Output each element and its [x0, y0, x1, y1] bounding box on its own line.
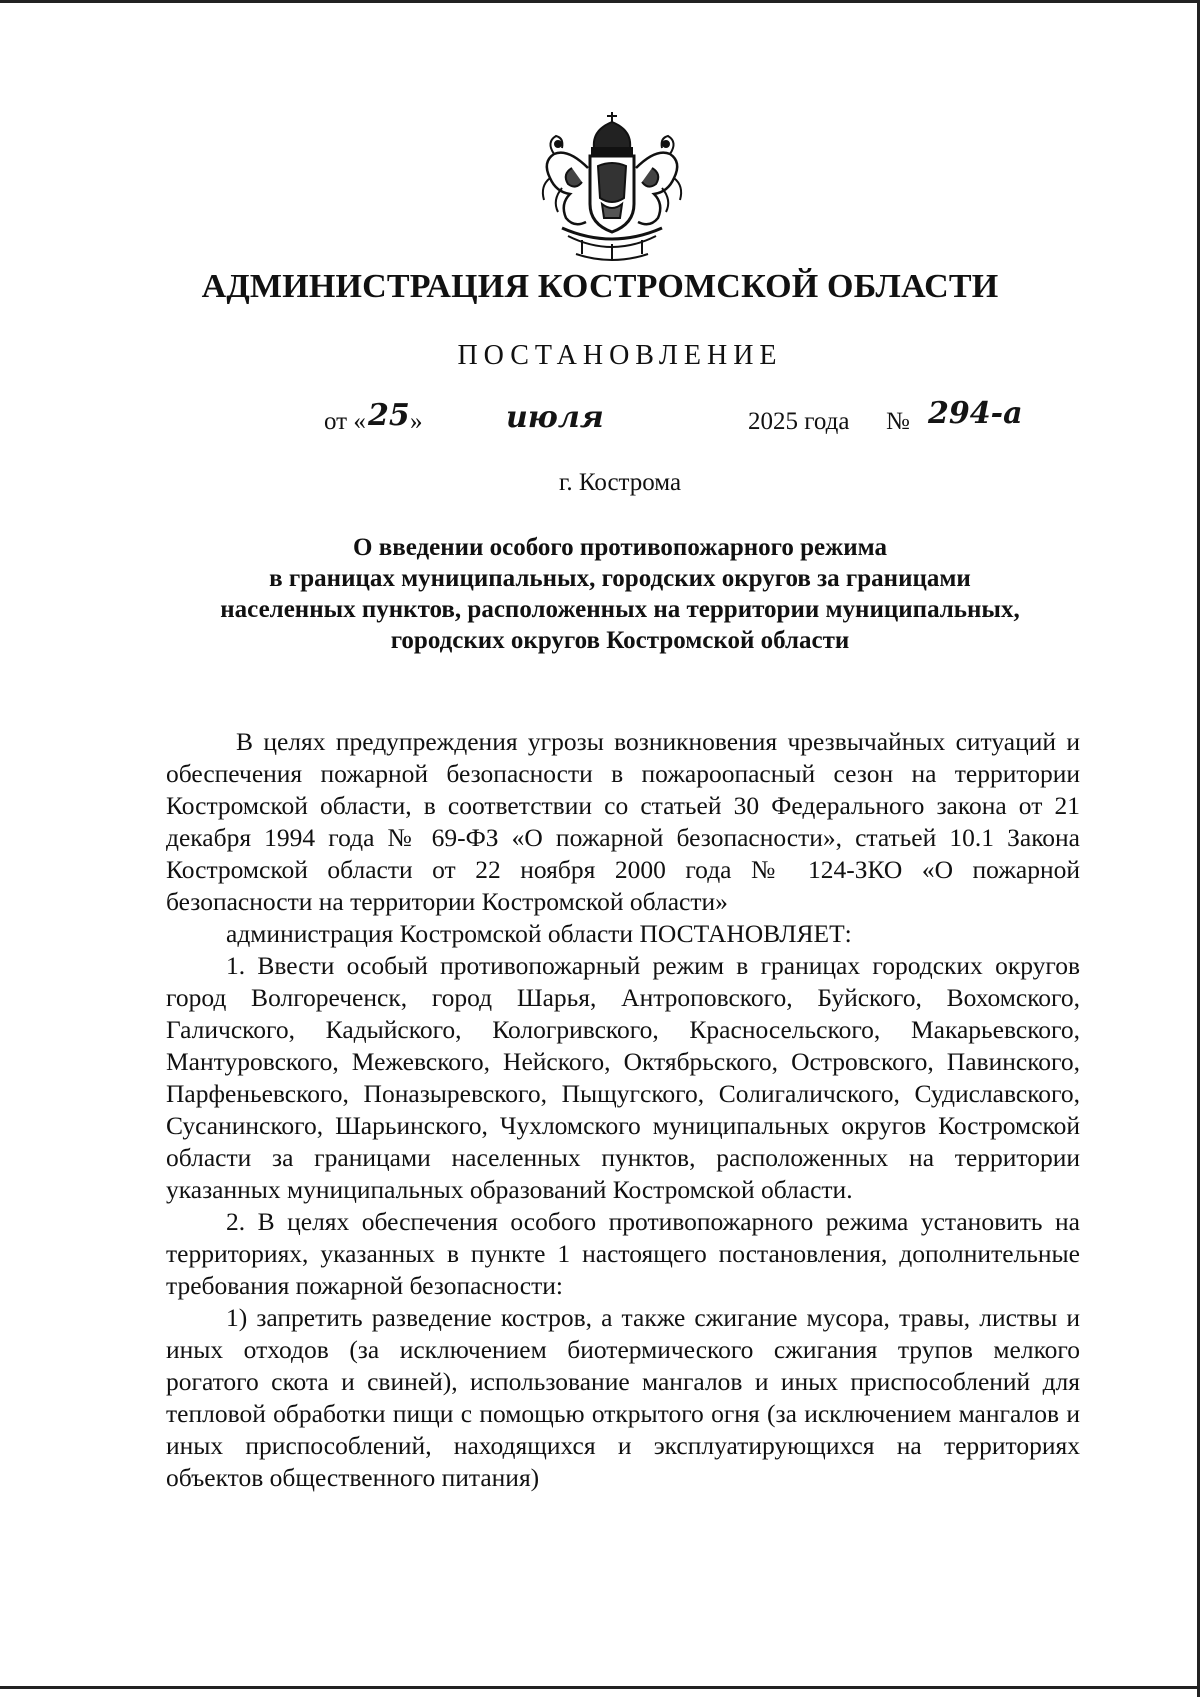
date-month-handwritten: июля — [506, 400, 604, 435]
date-day-handwritten: 25 — [368, 398, 410, 433]
kostroma-coat-of-arms-icon — [532, 108, 692, 266]
preamble-paragraph: В целях предупреждения угрозы возникновения чрезвычайных ситуаций и обеспечения пожарной безопасности в пожароопасный сезон на территории Костромской области, в соответствии со статьей 30 Федерального закона от 21 декабря 1994 года № 69-ФЗ «О пожарной безопасности», статьей 10.1 Закона Костромской области от 22 ноября 2000 года № 124-ЗКО «О пожарной безопасности на территории Костромской области» — [166, 727, 1080, 916]
date-prefix: от « — [324, 408, 366, 435]
item-1-paragraph: 1. Ввести особый противопожарный режим в границах городских округов город Волгореченск, город Шарья, Антроповского, Буйского, Вохомского, Галичского, Кадыйского, Кологривского, Красносельского, Макарьевского, Мантуровского, Межевского, Нейского, Октябрьского, Островского, Павинского, Парфеньевского, Поназыревского, Пыщугского, Солигаличского, Судиславского, Сусанинского, Шарьинского, Чухломского муниципальных округов Костромской области за границами населенных пунктов, расположенных на территории указанных муниципальных образований Костромской области. — [166, 951, 1080, 1204]
document-number-handwritten: 294-а — [928, 396, 1023, 431]
document-body — [166, 726, 1080, 1494]
document-subject — [150, 532, 1090, 656]
document-type: ПОСТАНОВЛЕНИЕ — [457, 340, 783, 371]
number-sign: № — [886, 408, 910, 435]
item-2-1-paragraph: 1) запретить разведение костров, а также сжигание мусора, травы, листвы и иных отходов (за исключением биотермического сжигания трупов мелкого рогатого скота и свиней), использование мангалов и иных приспособлений для тепловой обработки пищи с помощью открытого огня (за исключением мангалов и иных приспособлений, находящихся и эксплуатирующихся на территориях объектов общественного питания) — [166, 1303, 1080, 1492]
city-line: г. Кострома — [558, 469, 682, 496]
subject-line: в границах муниципальных, городских округов за границами — [269, 565, 971, 592]
scan-border-top — [0, 0, 1200, 3]
date-day-close: » — [410, 408, 423, 435]
agency-name: АДМИНИСТРАЦИЯ КОСТРОМСКОЙ ОБЛАСТИ — [201, 268, 999, 305]
subject-line: городских округов Костромской области — [390, 627, 850, 654]
item-2-paragraph: 2. В целях обеспечения особого противопожарного режима установить на территориях, указанных в пункте 1 настоящего постановления, дополнительные требования пожарной безопасности: — [166, 1207, 1080, 1300]
resolves-paragraph: администрация Костромской области ПОСТАНОВЛЯЕТ: — [226, 919, 852, 948]
subject-line: населенных пунктов, расположенных на территории муниципальных, — [220, 596, 1020, 623]
date-number-line — [324, 396, 1044, 442]
subject-line: О введении особого противопожарного режима — [353, 534, 887, 561]
date-year: 2025 года — [748, 408, 850, 435]
scan-border-bottom — [0, 1686, 1200, 1689]
